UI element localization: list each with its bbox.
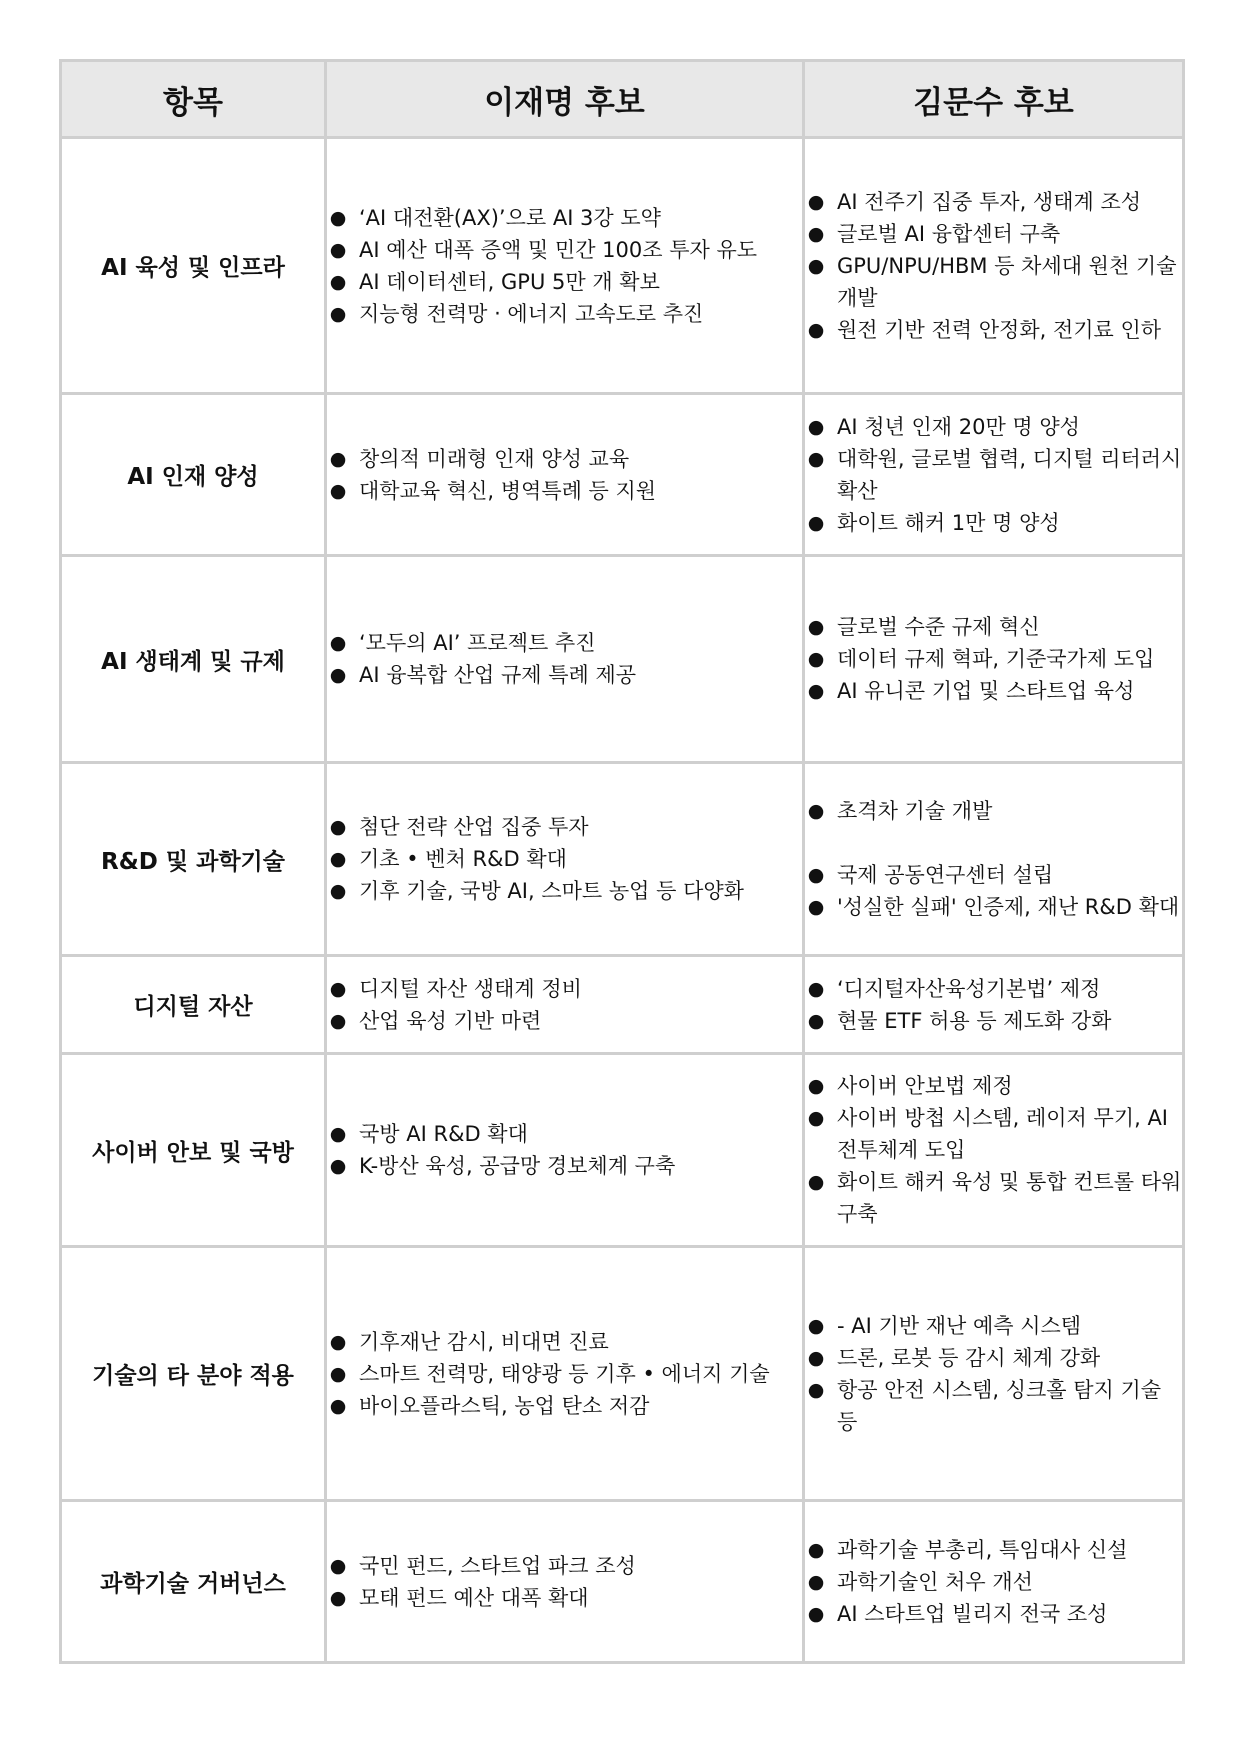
header-lee: 이재명 후보 (326, 61, 804, 138)
list-item: ● 첨단 전략 산업 집중 투자 (327, 811, 802, 843)
list-item: ● ‘AI 대전환(AX)’으로 AI 3강 도약 (327, 202, 802, 234)
bullet-icon: ● (807, 864, 825, 886)
row-category: AI 생태계 및 규제 (61, 556, 326, 763)
list-item: ● 드론, 로봇 등 감시 체계 강화 (805, 1342, 1182, 1374)
bullet-icon: ● (807, 1171, 825, 1193)
list-item: ● 과학기술 부총리, 특임대사 신설 (805, 1534, 1182, 1566)
bullet-icon: ● (807, 1107, 825, 1129)
kim-cell (804, 138, 1184, 394)
bullet-icon: ● (329, 632, 347, 654)
bullet-icon: ● (807, 680, 825, 702)
list-item: ● 대학원, 글로벌 협력, 디지털 리터러시 확산 (805, 443, 1182, 507)
list-item: ● 데이터 규제 혁파, 기준국가제 도입 (805, 643, 1182, 675)
list-item: ● 디지털 자산 생태계 정비 (327, 973, 802, 1005)
bullet-icon: ● (807, 222, 825, 245)
bullet-icon: ● (329, 479, 347, 502)
lee-cell (326, 394, 804, 556)
bullet-icon: ● (807, 415, 825, 438)
list-item: ● 원전 기반 전력 안정화, 전기료 인하 (805, 314, 1182, 346)
bullet-icon: ● (807, 254, 825, 277)
list-item: ● AI 유니콘 기업 및 스타트업 육성 (805, 675, 1182, 707)
lee-cell (326, 1054, 804, 1247)
header-category: 항목 (61, 61, 326, 138)
list-item: ● AI 전주기 집중 투자, 생태계 조성 (805, 186, 1182, 218)
list-item: ● 산업 육성 기반 마련 (327, 1005, 802, 1037)
list-item: ● 항공 안전 시스템, 싱크홀 탐지 기술 등 (805, 1374, 1182, 1438)
kim-cell (804, 956, 1184, 1054)
list-item: ● GPU/NPU/HBM 등 차세대 원천 기술 개발 (805, 250, 1182, 314)
list-item: ● 과학기술인 처우 개선 (805, 1566, 1182, 1598)
bullet-icon: ● (807, 447, 825, 470)
row-category: 디지털 자산 (61, 956, 326, 1054)
row-category: 사이버 안보 및 국방 (61, 1054, 326, 1247)
list-item: ● 지능형 전력망 ‧ 에너지 고속도로 추진 (327, 298, 802, 330)
row-category: 과학기술 거버넌스 (61, 1501, 326, 1663)
header-row (61, 61, 1184, 138)
kim-cell (804, 1054, 1184, 1247)
lee-cell (326, 763, 804, 956)
list-item: ● '성실한 실패' 인증제, 재난 R&D 확대 (805, 891, 1182, 923)
bullet-icon: ● (329, 1009, 347, 1032)
bullet-icon: ● (807, 1538, 825, 1561)
list-item: ● 초격차 기술 개발 (805, 795, 1182, 827)
policy-comparison-table (59, 59, 1185, 1664)
list-item: ● 국방 AI R&D 확대 (327, 1118, 802, 1150)
list-item: ● 화이트 해커 1만 명 양성 (805, 507, 1182, 539)
kim-cell (804, 394, 1184, 556)
table-row (61, 763, 1184, 956)
header-kim: 김문수 후보 (804, 61, 1184, 138)
bullet-icon: ● (329, 1123, 347, 1145)
list-item: ● 국제 공동연구센터 설립 (805, 859, 1182, 891)
bullet-icon: ● (807, 1378, 825, 1401)
bullet-icon: ● (807, 1075, 825, 1097)
lee-cell (326, 138, 804, 394)
list-item: ● 모태 펀드 예산 대폭 확대 (327, 1582, 802, 1614)
bullet-icon: ● (807, 648, 825, 670)
bullet-icon: ● (807, 1009, 825, 1032)
list-item: ● 기후재난 감시, 비대면 진료 (327, 1326, 802, 1358)
bullet-icon: ● (329, 880, 347, 902)
table-row (61, 956, 1184, 1054)
list-item: ● AI 데이터센터, GPU 5만 개 확보 (327, 266, 802, 298)
bullet-icon: ● (329, 664, 347, 686)
bullet-icon: ● (807, 190, 825, 213)
kim-cell (804, 1247, 1184, 1501)
list-item: ● AI 융복합 산업 규제 특례 제공 (327, 659, 802, 691)
list-item: ● 국민 펀드, 스타트업 파크 조성 (327, 1550, 802, 1582)
bullet-icon: ● (807, 977, 825, 1000)
bullet-icon: ● (807, 1314, 825, 1337)
bullet-icon: ● (329, 1362, 347, 1385)
bullet-icon: ● (329, 238, 347, 261)
kim-cell (804, 1501, 1184, 1663)
bullet-icon: ● (329, 1155, 347, 1177)
bullet-icon: ● (807, 1570, 825, 1593)
bullet-icon: ● (807, 896, 825, 918)
bullet-icon: ● (807, 800, 825, 822)
kim-cell (804, 763, 1184, 956)
bullet-icon: ● (807, 616, 825, 638)
bullet-icon: ● (329, 1554, 347, 1577)
list-item: ● K-방산 육성, 공급망 경보체계 구축 (327, 1150, 802, 1182)
list-item: ● 글로벌 수준 규제 혁신 (805, 611, 1182, 643)
bullet-icon: ● (329, 1394, 347, 1417)
table-row (61, 1501, 1184, 1663)
list-item: ● 사이버 방첩 시스템, 레이저 무기, AI 전투체계 도입 (805, 1102, 1182, 1166)
list-item: ● 기초 • 벤처 R&D 확대 (327, 843, 802, 875)
bullet-icon: ● (329, 848, 347, 870)
list-item: ● 화이트 해커 육성 및 통합 컨트롤 타워 구축 (805, 1166, 1182, 1230)
list-item: ● 바이오플라스틱, 농업 탄소 저감 (327, 1390, 802, 1422)
lee-cell (326, 1247, 804, 1501)
list-item: ● 창의적 미래형 인재 양성 교육 (327, 443, 802, 475)
list-item: ● - AI 기반 재난 예측 시스템 (805, 1310, 1182, 1342)
list-item: ● ‘디지털자산육성기본법’ 제정 (805, 973, 1182, 1005)
kim-cell (804, 556, 1184, 763)
list-item: ● 스마트 전력망, 태양광 등 기후 • 에너지 기술 (327, 1358, 802, 1390)
lee-cell (326, 556, 804, 763)
list-item: ● ‘모두의 AI’ 프로젝트 추진 (327, 627, 802, 659)
bullet-icon: ● (807, 511, 825, 534)
bullet-icon: ● (329, 1330, 347, 1353)
table-row (61, 394, 1184, 556)
bullet-icon: ● (329, 206, 347, 229)
list-item: ● 글로벌 AI 융합센터 구축 (805, 218, 1182, 250)
lee-cell (326, 956, 804, 1054)
bullet-icon: ● (329, 270, 347, 293)
table-row (61, 1247, 1184, 1501)
list-item: ● AI 청년 인재 20만 명 양성 (805, 411, 1182, 443)
bullet-icon: ● (329, 816, 347, 838)
table-row (61, 138, 1184, 394)
list-item: ● AI 스타트업 빌리지 전국 조성 (805, 1598, 1182, 1630)
row-category: AI 육성 및 인프라 (61, 138, 326, 394)
bullet-icon: ● (807, 1602, 825, 1625)
bullet-icon: ● (807, 1346, 825, 1369)
list-item: ● 대학교육 혁신, 병역특례 등 지원 (327, 475, 802, 507)
bullet-icon: ● (329, 447, 347, 470)
list-item: ● AI 예산 대폭 증액 및 민간 100조 투자 유도 (327, 234, 802, 266)
list-item: ● 사이버 안보법 제정 (805, 1070, 1182, 1102)
list-item: ● 기후 기술, 국방 AI, 스마트 농업 등 다양화 (327, 875, 802, 907)
bullet-icon: ● (807, 318, 825, 341)
bullet-icon: ● (329, 977, 347, 1000)
list-item: ● 현물 ETF 허용 등 제도화 강화 (805, 1005, 1182, 1037)
bullet-icon: ● (329, 1586, 347, 1609)
table-row (61, 1054, 1184, 1247)
lee-cell (326, 1501, 804, 1663)
bullet-icon: ● (329, 302, 347, 325)
row-category: 기술의 타 분야 적용 (61, 1247, 326, 1501)
row-category: R&D 및 과학기술 (61, 763, 326, 956)
row-category: AI 인재 양성 (61, 394, 326, 556)
table-row (61, 556, 1184, 763)
